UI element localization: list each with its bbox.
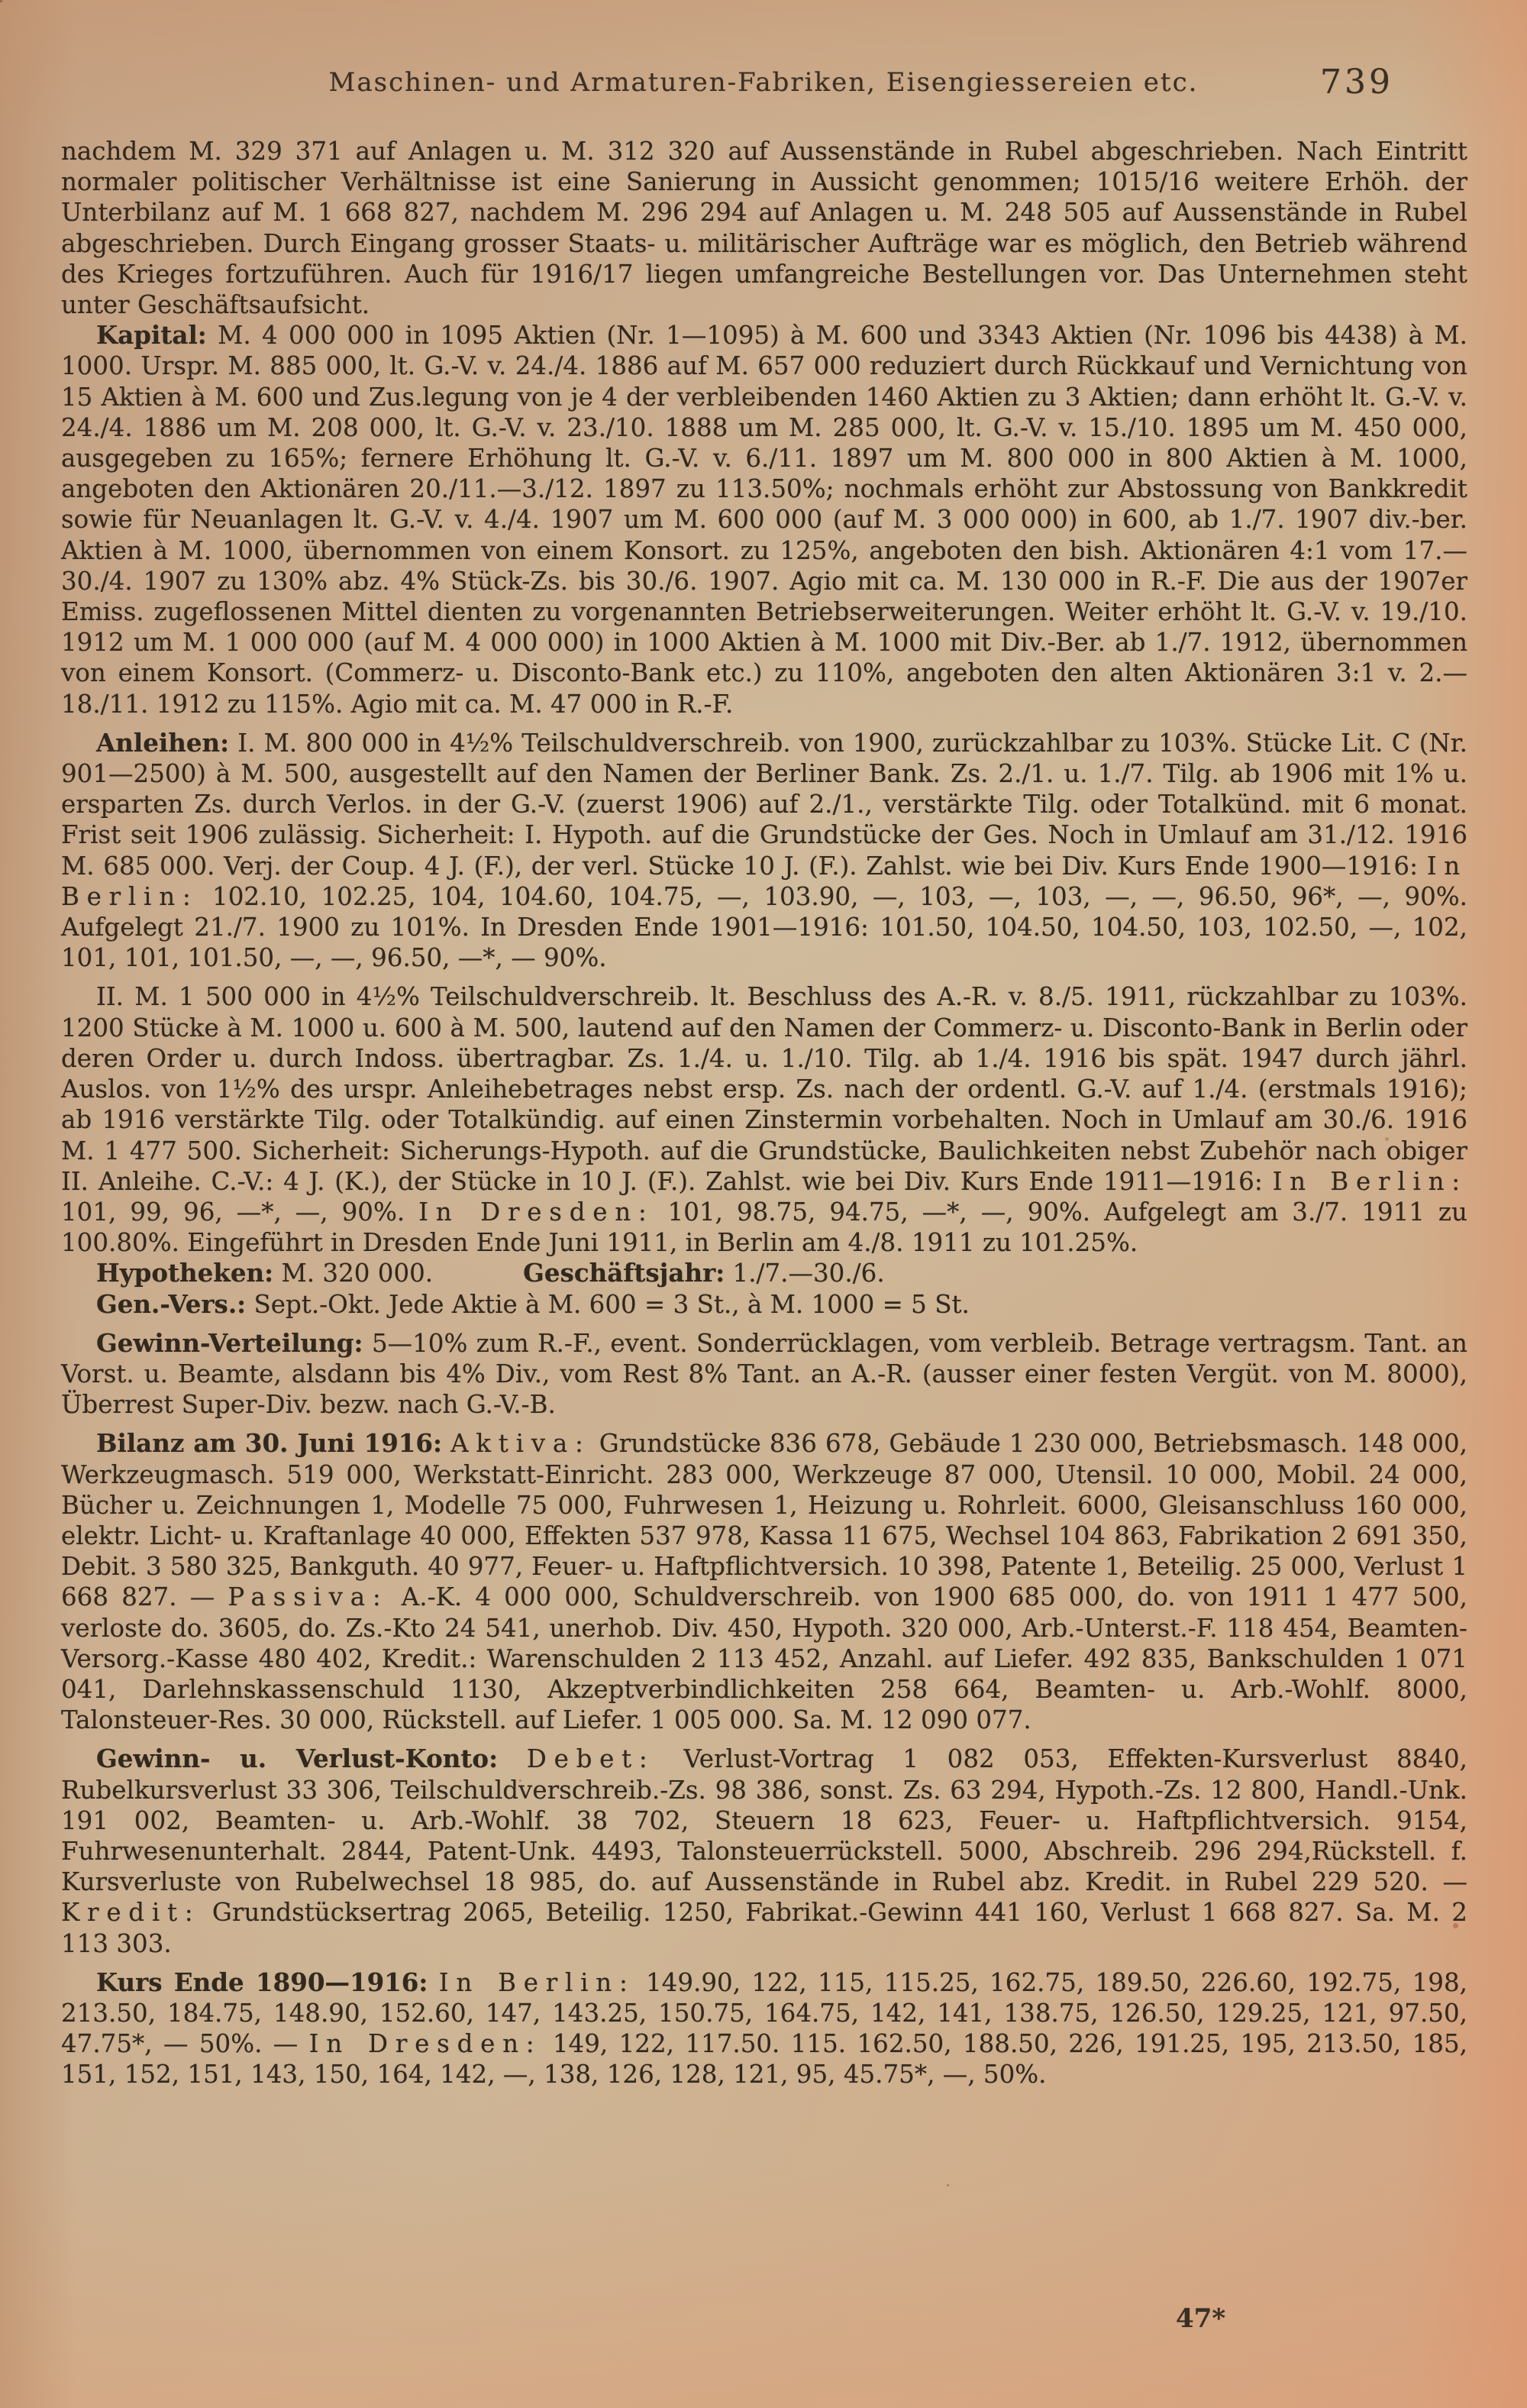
- paragraph: [61, 981, 1467, 1258]
- bold-run: Anleihen:: [96, 727, 230, 758]
- paragraph: [61, 1967, 1467, 2090]
- signature-mark: 47*: [1176, 2303, 1226, 2334]
- paragraph: [61, 728, 1467, 974]
- text-run: 5—10% zum R.-F., event. Sonderrücklagen, vom verbleib. Betrage vertragsm. Tant. an Vorst. u. Beamte, alsdann bis 4% Div., vom Rest 8% Tant. an A.-R. (ausser einer festen Vergüt. von M. 8000), Überrest Super-Div. bezw. nach G.-V.-B.: [61, 1328, 1467, 1420]
- paragraph: [61, 1328, 1467, 1421]
- text-run: A.-K. 4 000 000, Schuldverschreib. von 1900 685 000, do. von 1911 1 477 500, verloste do. 3605, do. Zs.-Kto 24 541, unerhob. Div. 450, Hypoth. 320 000, Arb.-Unterst.-F. 118 454, Beamten-Versorg.-Kasse 480 402, Kredit.: Warenschulden 2 113 452, Anzahl. auf Liefer. 492 835, Bankschulden 1 071 041, Darlehnskassenschuld 1130, Akzeptverbindlichkeiten 258 664, Beamten- u. Arb.-Wohlf. 8000, Talonsteuer-Res. 30 000, Rückstell. auf Liefer. 1 005 000. Sa. M. 12 090 077.: [61, 1582, 1468, 1735]
- text-run: [442, 1429, 450, 1458]
- paragraph: [61, 136, 1467, 320]
- spaced-run: In Berlin:: [1272, 1166, 1467, 1196]
- paper-specks: [0, 0, 2, 2]
- spaced-run: Kredit:: [61, 1898, 201, 1928]
- text-run: M. 320 000.: [273, 1259, 434, 1288]
- paragraph: [61, 320, 1467, 719]
- text-run: 149.90, 122, 115, 115.25, 162.75, 189.50, 226.60, 192.75, 198, 213.50, 184.75, 148.90, 152.60, 147, 143.25, 150.75, 164.75, 142, 141, 138.75, 126.50, 129.25, 121, 97.50, 47.75*, — 50%. —: [61, 1967, 1467, 2059]
- bold-run: Kapital:: [96, 320, 207, 351]
- text-run: I. M. 800 000 in 4½% Teilschuldverschreib. von 1900, zurückzahlbar zu 103%. Stücke Lit. C (Nr. 901—2500) à M. 500, ausgestellt auf den Namen der Berliner Bank. Zs. 2./1. u. 1./7. Tilg. ab 1906 mit 1% u. ersparten Zs. durch Verlos. in der G.-V. (zuerst 1906) auf 2./1., verstärkte Tilg. oder Totalkünd. mit 6 monat. Frist seit 1906 zulässig. Sicherheit: I. Hypoth. auf die Grundstücke der Ges. Noch in Umlauf am 31./12. 1916 M. 685 000. Verj. der Coup. 4 J. (F.), der verl. Stücke 10 J. (F.). Zahlst. wie bei Div. Kurs Ende 1900—1916:: [61, 728, 1467, 881]
- text-run: [428, 1968, 438, 1997]
- text-run: 101, 98.75, 94.75, —*, —, 90%. Aufgelegt am 3./7. 1911 zu 100.80%. Eingeführt in Dresden Ende Juni 1911, in Berlin am 4./8. 1911 zu 101.25%.: [61, 1197, 1467, 1258]
- page-number: 739: [1320, 63, 1393, 102]
- text-run: 1./7.—30./6.: [725, 1259, 885, 1288]
- text-block: [61, 136, 1467, 2090]
- text-run: [498, 1744, 527, 1773]
- text-run: II. M. 1 500 000 in 4½% Teilschuldverschreib. lt. Beschluss des A.-R. v. 8./5. 1911, rückzahlbar zu 103%. 1200 Stücke à M. 1000 u. 600 à M. 500, lautend auf den Namen der Commerz- u. Disconto-Bank in Berlin oder deren Order u. durch Indoss. übertragbar. Zs. 1./4. u. 1./10. Tilg. ab 1./4. 1916 bis spät. 1947 durch jährl. Auslos. von 1½% des urspr. Anleihebetrages nebst ersp. Zs. nach der ordentl. G.-V. auf 1./4. (erstmals 1916); ab 1916 verstärkte Tilg. oder Totalkündig. auf einen Zinstermin vorbehalten. Noch in Umlauf am 30./6. 1916 M. 1 477 500. Sicherheit: Sicherungs-Hypoth. auf die Grundstücke, Baulichkeiten nebst Zubehör nach obiger II. Anleihe. C.-V.: 4 J. (K.), der Stücke in 10 J. (F.). Zahlst. wie bei Div. Kurs Ende 1911—1916:: [61, 982, 1467, 1196]
- bold-run: Gewinn- u. Verlust-Konto:: [96, 1744, 499, 1774]
- text-run: Grundstücksertrag 2065, Beteilig. 1250, Fabrikat.-Gewinn 441 160, Verlust 1 668 827. Sa. M. 2 113 303.: [61, 1898, 1467, 1958]
- text-run: nachdem M. 329 371 auf Anlagen u. M. 312 320 auf Aussenstände in Rubel abgeschrieben. Nach Eintritt normaler politischer Verhältnisse ist eine Sanierung in Aussicht genommen; 1015/16 weitere Erhöh. der Unterbilanz auf M. 1 668 827, nachdem M. 296 294 auf Anlagen u. M. 248 505 auf Aussenstände in Rubel abgeschrieben. Durch Eingang grosser Staats- u. militärischer Aufträge war es möglich, den Betrieb während des Krieges fortzuführen. Auch für 1916/17 liegen umfangreiche Bestellungen vor. Das Unternehmen steht unter Geschäftsaufsicht.: [61, 137, 1467, 320]
- page-title: Maschinen- und Armaturen-Fabriken, Eisengiessereien etc.: [328, 67, 1199, 98]
- paragraph: [61, 1428, 1467, 1735]
- bold-run: Kurs Ende 1890—1916:: [96, 1967, 428, 1997]
- bold-run: Hypotheken:: [96, 1258, 274, 1288]
- text-run: Verlust-Vortrag 1 082 053, Effekten-Kursverlust 8840, Rubelkursverlust 33 306, Teilschuldverschreib.-Zs. 98 386, sonst. Zs. 63 294, Hypoth.-Zs. 12 800, Handl.-Unk. 191 002, Beamten- u. Arb.-Wohlf. 38 702, Steuern 18 623, Feuer- u. Haftpflichtversich. 9154, Fuhrwesenunterhalt. 2844, Patent-Unk. 4493, Talonsteuerrückstell. 5000, Abschreib. 296 294,Rückstell. f. Kursverluste von Rubelwechsel 18 985, do. auf Aussenstände in Rubel abz. Kredit. in Rubel 229 520. —: [61, 1744, 1467, 1897]
- bold-run: Bilanz am 30. Juni 1916:: [96, 1428, 443, 1459]
- text-run: 101, 99, 96, —*, —, 90%.: [61, 1197, 419, 1227]
- spaced-run: In Dresden:: [308, 2029, 542, 2059]
- bold-run: Gen.-Vers.:: [96, 1288, 247, 1319]
- spaced-run: Debet:: [526, 1744, 655, 1774]
- text-run: Sept.-Okt. Jede Aktie à M. 600 = 3 St., à M. 1000 = 5 St.: [246, 1289, 970, 1319]
- text-run: M. 4 000 000 in 1095 Aktien (Nr. 1—1095) à M. 600 und 3343 Aktien (Nr. 1096 bis 4438) à M. 1000. Urspr. M. 885 000, lt. G.-V. v. 24./4. 1886 auf M. 657 000 reduziert durch Rückkauf und Vernichtung von 15 Aktien à M. 600 und Zus.legung von je 4 der verbleibenden 1460 Aktien zu 3 Aktien; dann erhöht lt. G.-V. v. 24./4. 1886 um M. 208 000, lt. G.-V. v. 23./10. 1888 um M. 285 000, lt. G.-V. v. 15./10. 1895 um M. 450 000, ausgegeben zu 165%; fernere Erhöhung lt. G.-V. v. 6./11. 1897 um M. 800 000 in 800 Aktien à M. 1000, angeboten den Aktionären 20./11.—3./12. 1897 zu 113.50%; nochmals erhöht zur Abstossung von Bankkredit sowie für Neuanlagen lt. G.-V. v. 4./4. 1907 um M. 600 000 (auf M. 3 000 000) in 600, ab 1./7. 1907 div.-ber. Aktien à M. 1000, übernommen von einem Konsort. zu 125%, angeboten den bish. Aktionären 4:1 vom 17.—30./4. 1907 zu 130% abz. 4% Stück-Zs. bis 30./6. 1907. Agio mit ca. M. 130 000 in R.-F. Die aus der 1907er Emiss. zugeflossenen Mittel dienten zu vorgenannten Betriebserweiterungen. Weiter erhöht lt. G.-V. v. 19./10. 1912 um M. 1 000 000 (auf M. 4 000 000) in 1000 Aktien à M. 1000 mit Div.-Ber. ab 1./7. 1912, übernommen von einem Konsort. (Commerz- u. Disconto-Bank etc.) zu 110%, angeboten den alten Aktionären 3:1 v. 2.—18./11. 1912 zu 115%. Agio mit ca. M. 47 000 in R.-F.: [61, 321, 1467, 719]
- bold-run: Geschäftsjahr:: [523, 1258, 725, 1288]
- spaced-run: In Dresden:: [418, 1197, 654, 1227]
- spaced-run: Passiva:: [228, 1582, 389, 1612]
- running-head: [61, 63, 1466, 113]
- paragraph: [61, 1289, 1467, 1320]
- paragraph: [61, 1744, 1467, 1958]
- text-run: 149, 122, 117.50. 115. 162.50, 188.50, 226, 191.25, 195, 213.50, 185, 151, 152, 151, 143, 150, 164, 142, —, 138, 126, 128, 121, 95, 45.75*, —, 50%.: [61, 2029, 1467, 2090]
- bold-run: Gewinn-Verteilung:: [96, 1327, 363, 1358]
- paragraph: [61, 1258, 1467, 1288]
- spaced-run: In Berlin:: [61, 851, 1467, 911]
- spaced-run: In Berlin:: [438, 1967, 635, 1997]
- text-run: Grundstücke 836 678, Gebäude 1 230 000, Betriebsmasch. 148 000, Werkzeugmasch. 519 000, Werkstatt-Einricht. 283 000, Werkzeuge 87 000, Utensil. 10 000, Mobil. 24 000, Bücher u. Zeichnungen 1, Modelle 75 000, Fuhrwesen 1, Heizung u. Rohrleit. 6000, Gleisanschluss 160 000, elektr. Licht- u. Kraftanlage 40 000, Effekten 537 978, Kassa 11 675, Wechsel 104 863, Fabrikation 2 691 350, Debit. 3 580 325, Bankguth. 40 977, Feuer- u. Haftpflichtversich. 10 398, Patente 1, Beteilig. 25 000, Verlust 1 668 827. —: [61, 1429, 1467, 1612]
- spaced-run: Aktiva:: [450, 1429, 591, 1459]
- text-run: 102.10, 102.25, 104, 104.60, 104.75, —, 103.90, —, 103, —, 103, —, —, 96.50, 96*, —, 90%. Aufgelegt 21./7. 1900 zu 101%. In Dresden Ende 1901—1916: 101.50, 104.50, 104.50, 103, 102.50, —, 102, 101, 101, 101.50, —, —, 96.50, —*, — 90%.: [61, 881, 1467, 973]
